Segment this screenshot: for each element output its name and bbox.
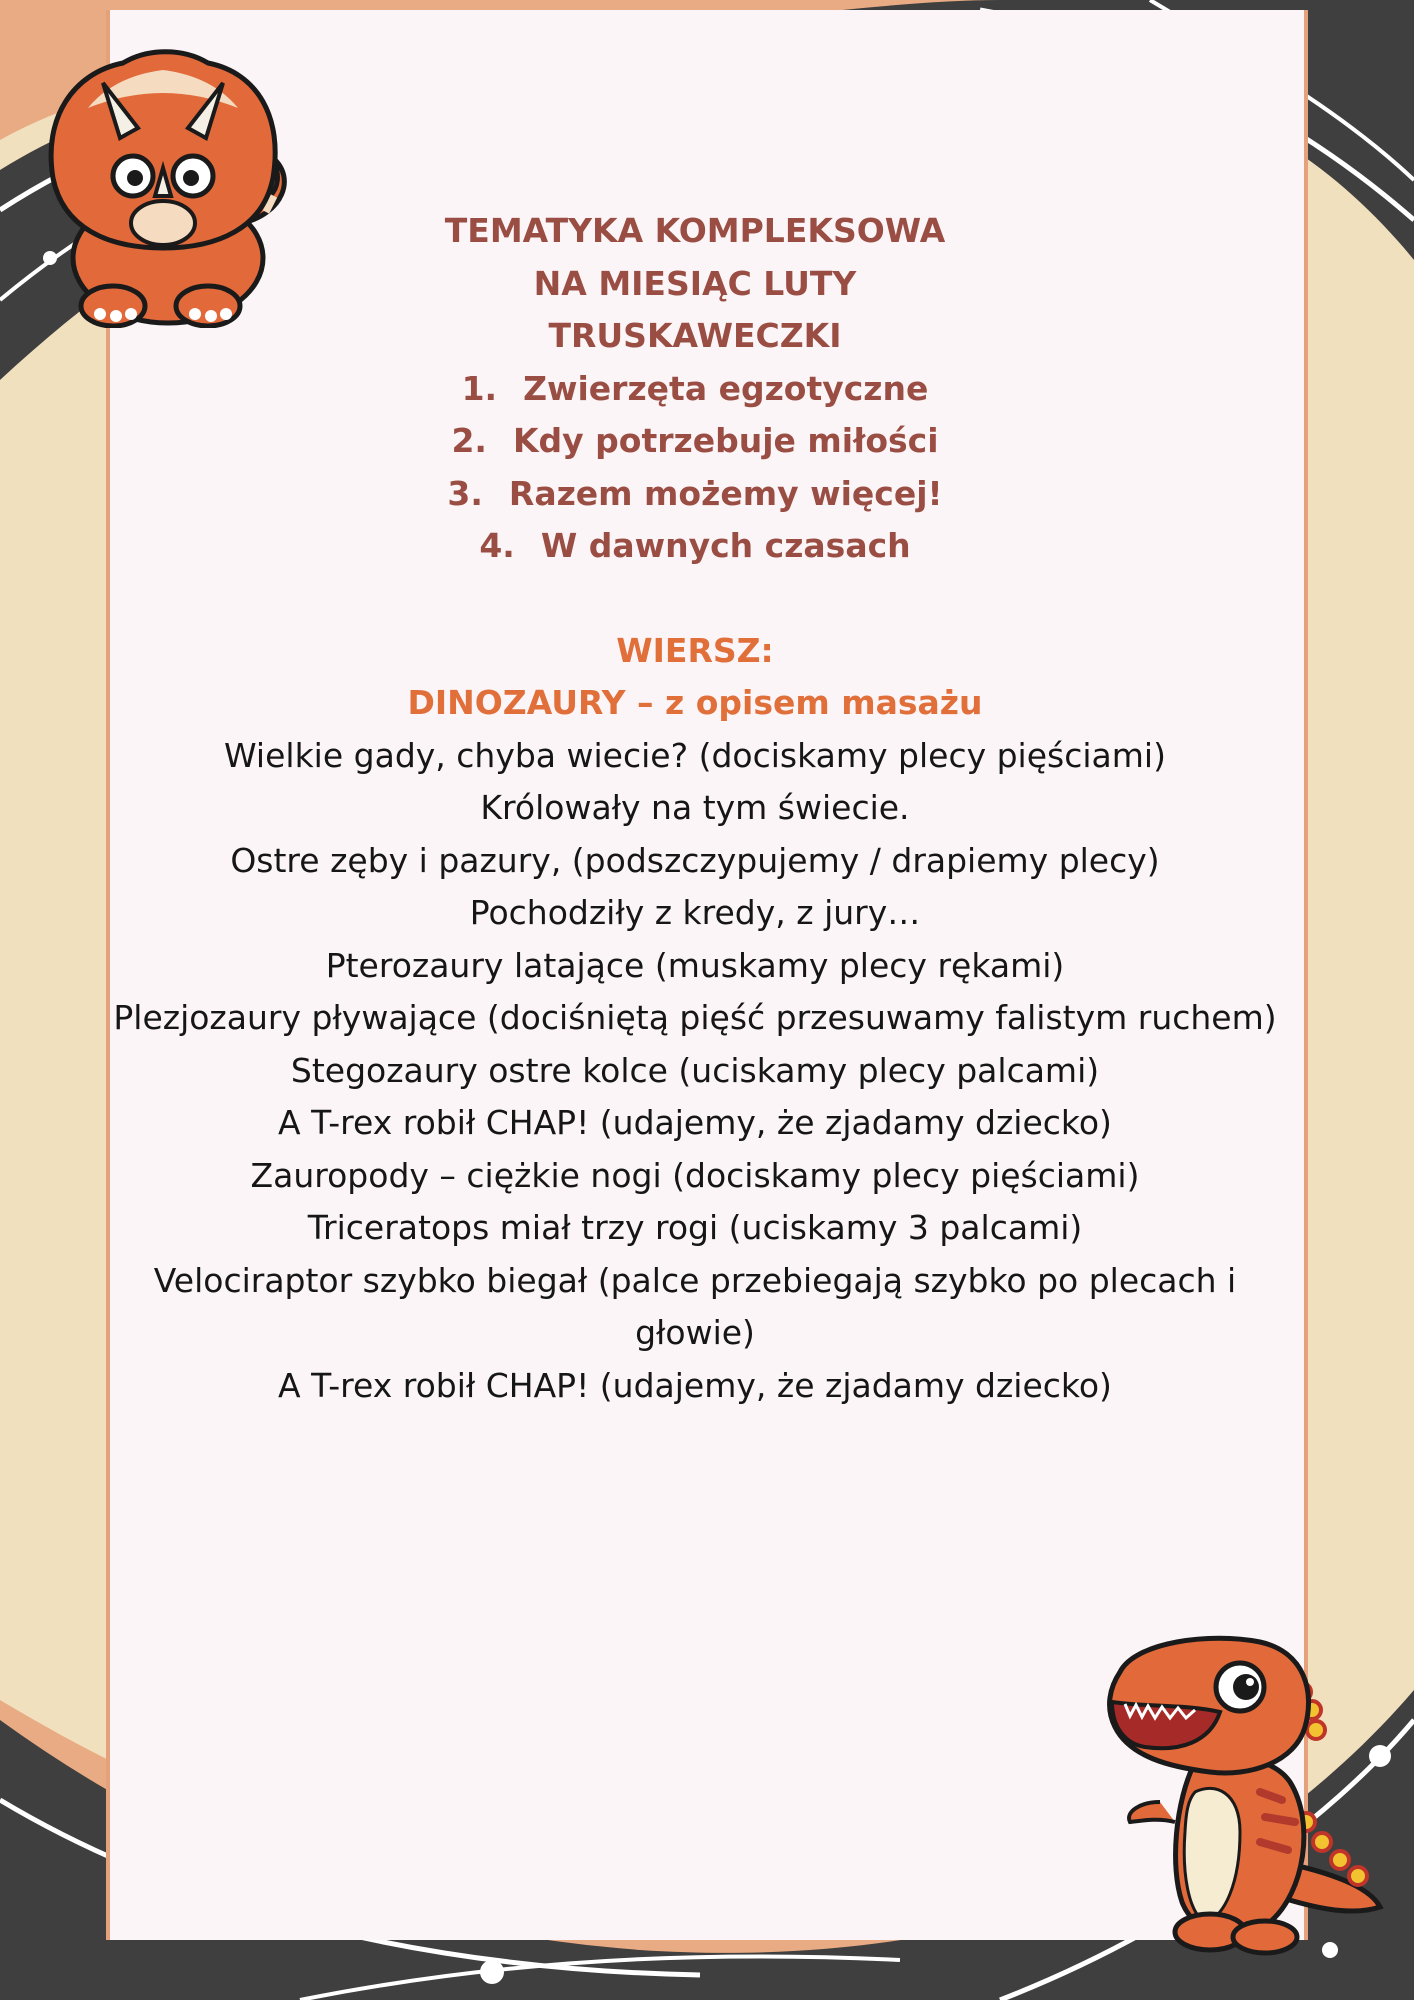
poem-line: A T-rex robił CHAP! (udajemy, że zjadamy dziecko) (278, 1103, 1112, 1142)
topic-label: Kdy potrzebuje miłości (512, 421, 939, 460)
topic-item (90, 520, 1300, 573)
topic-item (90, 468, 1300, 521)
topic-label: Zwierzęta egzotyczne (523, 368, 929, 408)
topic-number: 4. (479, 526, 515, 565)
poem-line: Królowały na tym świecie. (480, 788, 910, 827)
poem-line: Zauropody – ciężkie nogi (dociskamy plecy pięściami) (250, 1155, 1140, 1195)
poem-line: Plezjozaury pływające (dociśniętą pięść przesuwamy falistym ruchem) (113, 998, 1277, 1037)
poem-line: Stegozaury ostre kolce (uciskamy plecy palcami) (290, 1050, 1100, 1090)
page-title-line-2: NA MIESIĄC LUTY (533, 263, 857, 303)
topic-number: 1. (461, 368, 498, 408)
topic-number: 3. (447, 473, 483, 513)
poem-line: Ostre zęby i pazury, (podszczypujemy / drapiemy plecy) (230, 840, 1160, 880)
spacer (90, 573, 1300, 625)
trex-icon (1100, 1632, 1400, 1962)
poem-lines (90, 730, 1300, 1413)
poem-line: Pochodziły z kredy, z jury… (469, 893, 921, 932)
topic-item (90, 415, 1300, 468)
topic-label: W dawnych czasach (540, 526, 911, 565)
page-title-line-3: TRUSKAWECZKI (548, 316, 842, 355)
poem-title: DINOZAURY – z opisem masażu (407, 683, 983, 722)
poem-line: Pterozaury latające (muskamy plecy rękami) (325, 945, 1065, 985)
topic-label: Razem możemy więcej! (508, 473, 943, 513)
poem-line: Velociraptor szybko biegał (palce przebiegają szybko po plecach i głowie) (153, 1260, 1237, 1352)
page-title-line-1: TEMATYKA KOMPLEKSOWA (444, 211, 946, 250)
topic-item (90, 363, 1300, 416)
main-content (90, 205, 1300, 1412)
poem-section-label: WIERSZ: (616, 630, 774, 670)
poem-line: Triceratops miał trzy rogi (uciskamy 3 palcami) (307, 1208, 1083, 1247)
topic-list (90, 363, 1300, 573)
poem-line: Wielkie gady, chyba wiecie? (dociskamy plecy pięściami) (224, 735, 1166, 775)
poem-line: A T-rex robił CHAP! (udajemy, że zjadamy dziecko) (278, 1365, 1112, 1405)
topic-number: 2. (451, 421, 487, 460)
